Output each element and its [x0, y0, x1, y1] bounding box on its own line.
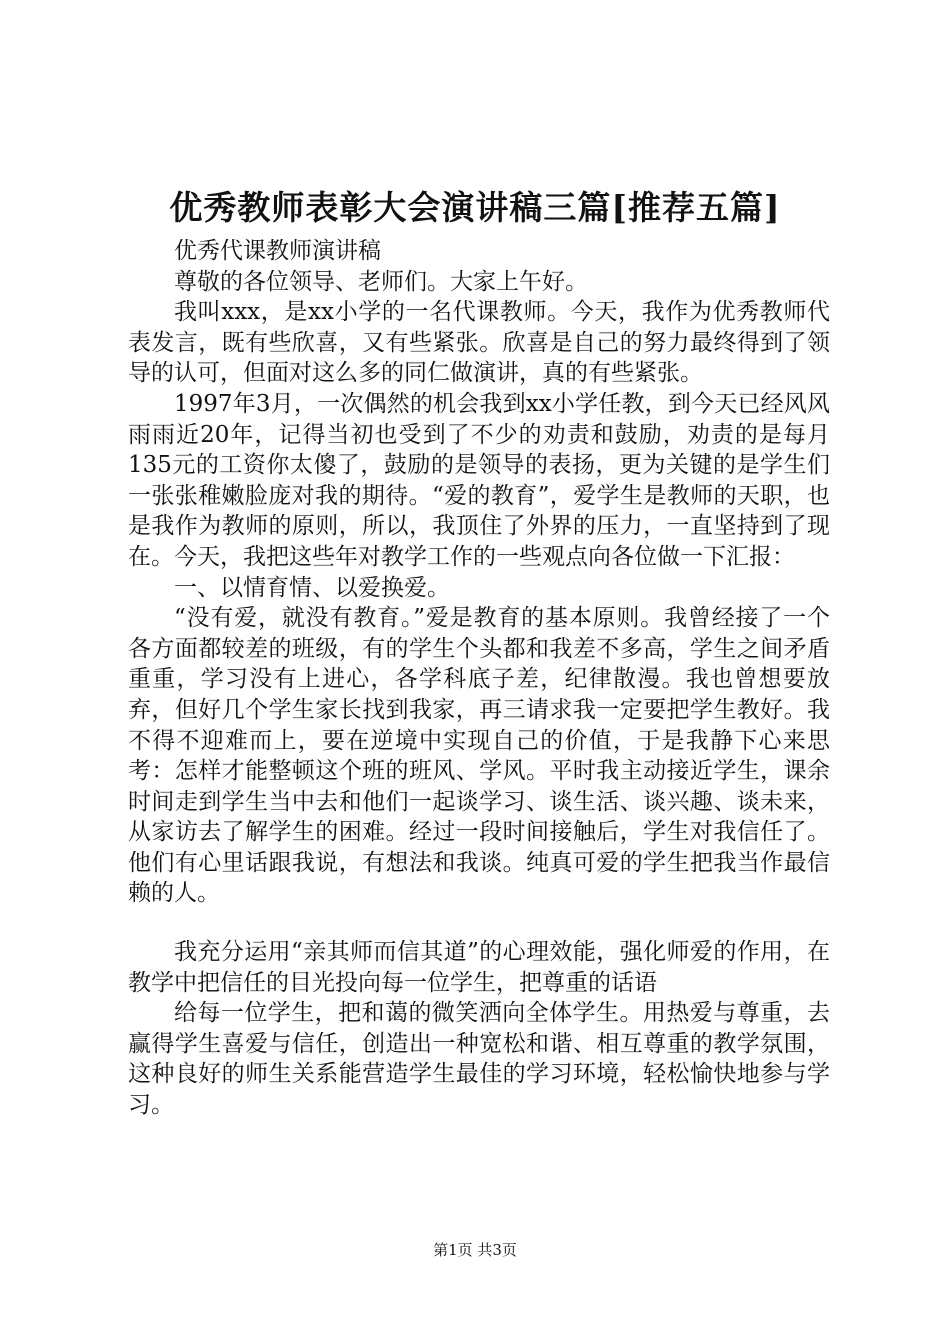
- paragraph-trust: 我充分运用“亲其师而信其道”的心理效能，强化师爱的作用，在教学中把信任的目光投向每一位学生，把尊重的话语: [128, 939, 830, 996]
- page-number: 第1页 共3页: [433, 1241, 517, 1259]
- paragraph-respect: 给每一位学生，把和蔼的微笑洒向全体学生。用热爱与尊重，去赢得学生喜爱与信任，创造出一种宽松和谐、相互尊重的教学氛围，这种良好的师生关系能营造学生最佳的学习环境，轻松愉快地参与学习。: [128, 1000, 830, 1119]
- paragraph-intro: 我叫xxx，是xx小学的一名代课教师。今天，我作为优秀教师代表发言，既有些欣喜，又有些紧张。欣喜是自己的努力最终得到了领导的认可，但面对这么多的同仁做演讲，真的有些紧张。: [128, 299, 830, 387]
- document-body: [128, 236, 830, 1121]
- paragraph-love-education: “没有爱，就没有教育。”爱是教育的基本原则。我曾经接了一个各方面都较差的班级，有的学生个头都和我差不多高，学生之间矛盾重重，学习没有上进心，各学科底子差，纪律散漫。我也曾想要放弃，但好几个学生家长找到我家，再三请求我一定要把学生教好。我不得不迎难而上，要在逆境中实现自己的价值，于是我静下心来思考：怎样才能整顿这个班的班风、学风。平时我主动接近学生，课余时间走到学生当中去和他们一起谈学习、谈生活、谈兴趣、谈未来，从家访去了解学生的困难。经过一段时间接触后，学生对我信任了。他们有心里话跟我说，有想法和我谈。纯真可爱的学生把我当作最信赖的人。: [128, 605, 830, 907]
- paragraph-greeting: 尊敬的各位领导、老师们。大家上午好。: [174, 268, 588, 295]
- document-title: 优秀教师表彰大会演讲稿三篇[推荐五篇]: [169, 188, 781, 227]
- paragraph-history: 1997年3月，一次偶然的机会我到xx小学任教，到今天已经风风雨雨近20年，记得当初也受到了不少的劝责和鼓励，劝责的是每月135元的工资你太傻了，鼓励的是领导的表扬，更为关键的是学生们一张张稚嫩脸庞对我的期待。“爱的教育”，爱学生是教师的天职，也是我作为教师的原则，所以，我顶住了外界的压力，一直坚持到了现在。今天，我把这些年对教学工作的一些观点向各位做一下汇报：: [128, 390, 830, 570]
- paragraph-subtitle: 优秀代课教师演讲稿: [174, 238, 381, 264]
- paragraph-section-heading: 一、以情育情、以爱换爱。: [174, 574, 450, 601]
